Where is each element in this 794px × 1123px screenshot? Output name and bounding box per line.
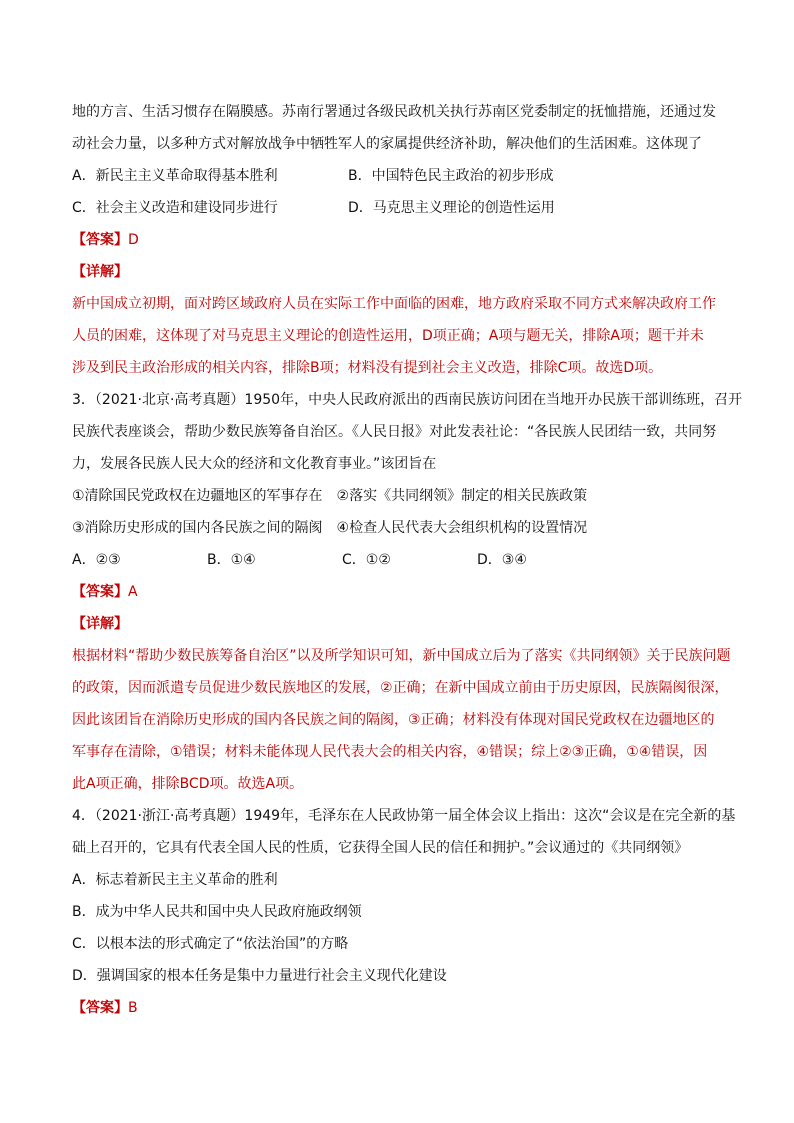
option-d: D．强调国家的根本任务是集中力量进行社会主义现代化建设 bbox=[72, 968, 447, 984]
option-c: C．①② bbox=[342, 552, 391, 568]
statement-line: ③消除历史形成的国内各民族之间的隔阂 ④检查人民代表大会组织机构的设置情况 bbox=[72, 520, 588, 536]
option-c: C．社会主义改造和建设同步进行 bbox=[72, 200, 278, 216]
question-stem-line: 民族代表座谈会，帮助少数民族筹备自治区。《人民日报》对此发表社论：“各民族人民团结一致，共同努 bbox=[72, 424, 717, 440]
question-2 bbox=[72, 96, 722, 384]
answer-value: B bbox=[128, 1000, 138, 1016]
option-row bbox=[72, 192, 722, 224]
question-stem-line: 地的方言、生活习惯存在隔膜感。苏南行署通过各级民政机关执行苏南区党委制定的抚恤措施，还通过发 bbox=[72, 104, 716, 120]
answer-value: A bbox=[128, 584, 138, 600]
option-b: B．中国特色民主政治的初步形成 bbox=[348, 168, 554, 184]
option-a: A．标志着新民主主义革命的胜利 bbox=[72, 872, 278, 888]
detail-label: 【详解】 bbox=[72, 616, 128, 632]
detail-line: 根据材料“帮助少数民族筹备自治区”以及所学知识可知，新中国成立后为了落实《共同纲领》关于民族问题 bbox=[72, 648, 731, 664]
option-d: D．马克思主义理论的创造性运用 bbox=[348, 200, 555, 216]
answer-line bbox=[72, 576, 722, 608]
question-4 bbox=[72, 800, 736, 1024]
detail-line: 涉及到民主政治形成的相关内容，排除B项；材料没有提到社会主义改造，排除C项。故选D项。 bbox=[72, 360, 663, 376]
option-row bbox=[72, 544, 722, 576]
detail-line: 的政策，因而派遣专员促进少数民族地区的发展，②正确；在新中国成立前由于历史原因，民族隔阂很深， bbox=[72, 680, 729, 696]
option-a: A．②③ bbox=[72, 552, 121, 568]
option-row bbox=[72, 160, 722, 192]
answer-label: 【答案】 bbox=[72, 232, 128, 248]
detail-line: 人员的困难，这体现了对马克思主义理论的创造性运用，D项正确；A项与题无关，排除A项；题干并未 bbox=[72, 328, 704, 344]
answer-value: D bbox=[128, 232, 139, 248]
detail-line: 因此该团旨在消除历史形成的国内各民族之间的隔阂，③正确；材料没有体现对国民党政权在边疆地区的 bbox=[72, 712, 715, 728]
option-b: B．①④ bbox=[207, 552, 256, 568]
question-stem-line: 力，发展各民族人民大众的经济和文化教育事业。”该团旨在 bbox=[72, 456, 437, 472]
answer-line bbox=[72, 224, 722, 256]
detail-line: 军事存在清除，①错误；材料未能体现人民代表大会的相关内容，④错误；综上②③正确，①④错误，因 bbox=[72, 744, 708, 760]
statement-line: ①清除国民党政权在边疆地区的军事存在 ②落实《共同纲领》制定的相关民族政策 bbox=[72, 488, 588, 504]
question-stem-line: 3．（2021·北京·高考真题）1950年，中央人民政府派出的西南民族访问团在当地开办民族干部训练班，召开 bbox=[72, 392, 743, 408]
question-stem-line: 动社会力量，以多种方式对解放战争中牺牲军人的家属提供经济补助，解决他们的生活困难。这体现了 bbox=[72, 136, 702, 152]
answer-label: 【答案】 bbox=[72, 584, 128, 600]
option-b: B．成为中华人民共和国中央人民政府施政纲领 bbox=[72, 904, 362, 920]
detail-line: 新中国成立初期，面对跨区域政府人员在实际工作中面临的困难，地方政府采取不同方式来解决政府工作 bbox=[72, 296, 716, 312]
question-stem-line: 4．（2021·浙江·高考真题）1949年，毛泽东在人民政协第一届全体会议上指出：这次“会议是在完全新的基 bbox=[72, 808, 736, 824]
option-a: A．新民主主义革命取得基本胜利 bbox=[72, 168, 278, 184]
option-d: D．③④ bbox=[477, 552, 527, 568]
answer-label: 【答案】 bbox=[72, 1000, 128, 1016]
question-3 bbox=[72, 384, 743, 800]
detail-label: 【详解】 bbox=[72, 264, 128, 280]
answer-line bbox=[72, 992, 722, 1024]
question-stem-line: 础上召开的，它具有代表全国人民的性质，它获得全国人民的信任和拥护。”会议通过的《共同纲领》 bbox=[72, 840, 689, 856]
option-c: C．以根本法的形式确定了“依法治国”的方略 bbox=[72, 936, 349, 952]
exam-page bbox=[72, 96, 743, 1024]
detail-line: 此A项正确，排除BCD项。故选A项。 bbox=[72, 776, 304, 792]
